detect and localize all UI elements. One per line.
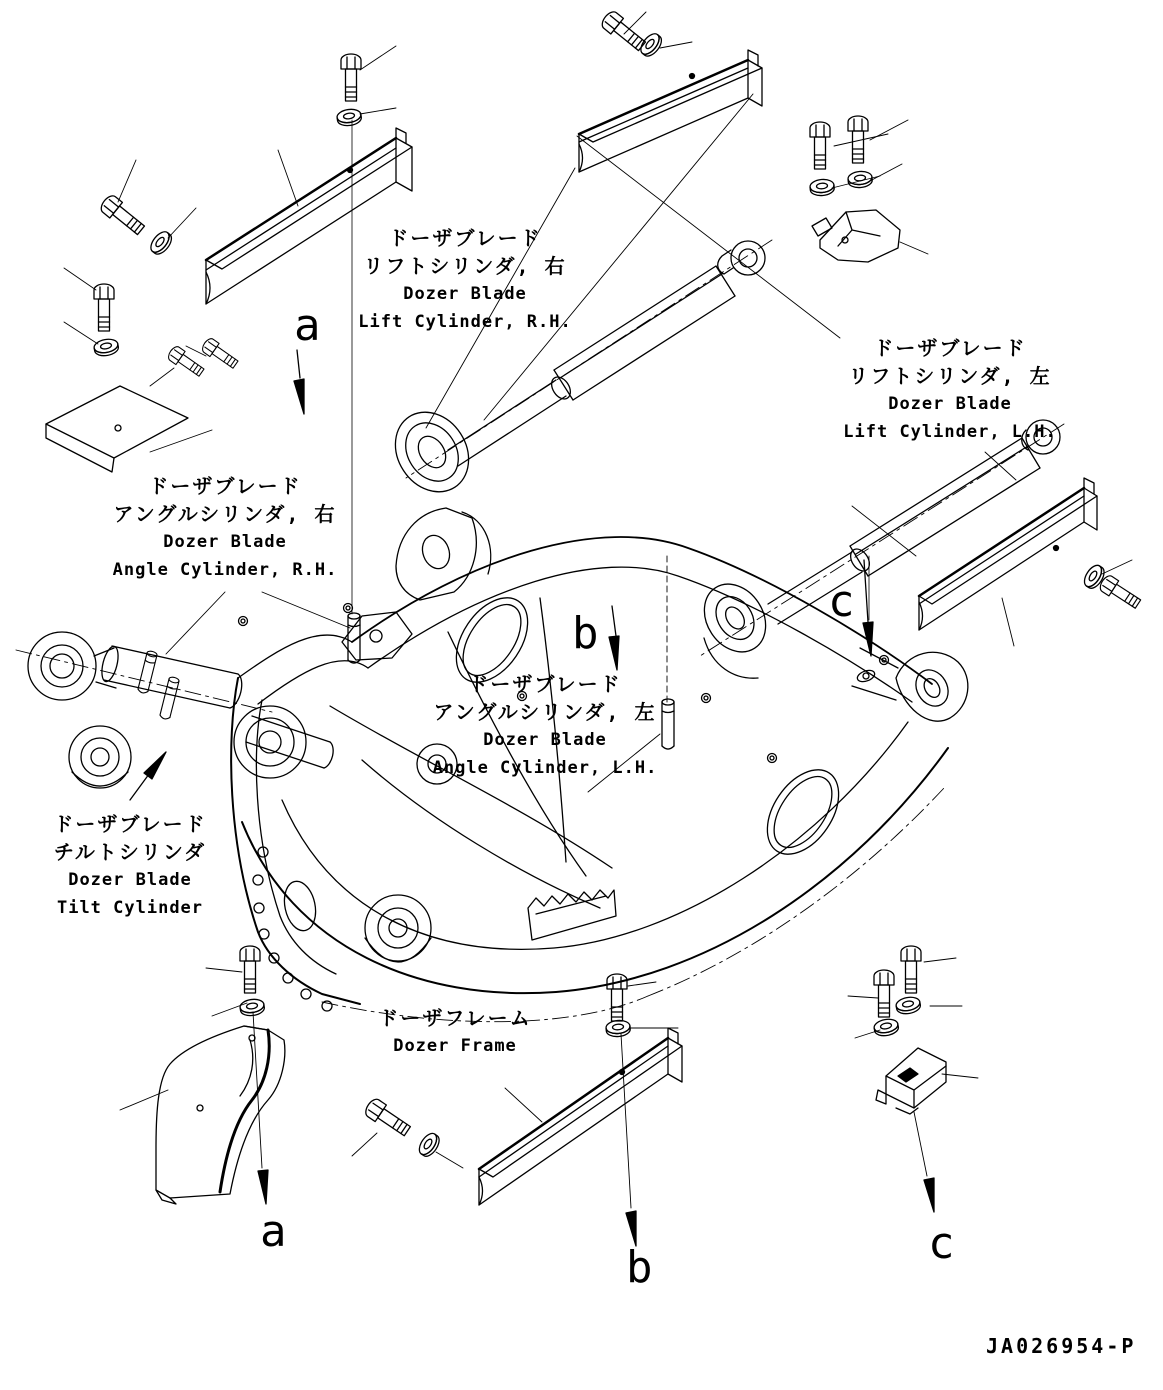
angle-cylinder-rh <box>28 632 242 788</box>
label-lift-lh-jp2: リフトシリンダ, 左 <box>848 364 1052 388</box>
cover-left-plate <box>46 386 188 472</box>
label-angle-rh-en2: Angle Cylinder, R.H. <box>112 560 338 580</box>
label-lift-rh-en2: Lift Cylinder, R.H. <box>358 312 572 332</box>
label-angle-cylinder-rh <box>90 472 360 584</box>
label-lift-rh-jp2: リフトシリンダ, 右 <box>363 254 567 278</box>
section-marker-a-top: a <box>294 300 321 351</box>
drawing-number: JA026954-P <box>986 1334 1137 1358</box>
label-lift-lh-jp1: ドーザブレード <box>873 336 1027 360</box>
label-angle-rh-jp1: ドーザブレード <box>148 474 302 498</box>
label-tilt-jp1: ドーザブレード <box>53 812 207 836</box>
label-dozer-frame <box>355 1004 555 1060</box>
lift-cylinder-lh <box>692 420 1060 678</box>
label-angle-rh-jp2: アングルシリンダ, 右 <box>113 502 337 526</box>
label-lift-rh-jp1: ドーザブレード <box>388 226 542 250</box>
label-lift-lh-en1: Dozer Blade <box>888 394 1012 414</box>
label-angle-rh-en1: Dozer Blade <box>163 532 287 552</box>
cover-right <box>919 478 1097 630</box>
section-marker-c-top: c <box>828 576 855 627</box>
label-angle-cylinder-lh <box>410 670 680 782</box>
label-frame-jp1: ドーザフレーム <box>378 1006 532 1030</box>
label-angle-lh-jp1: ドーザブレード <box>468 672 622 696</box>
label-lift-cylinder-lh <box>795 334 1105 446</box>
bracket-top-right <box>812 210 900 262</box>
label-angle-lh-jp2: アングルシリンダ, 左 <box>433 700 657 724</box>
section-marker-c-bottom: c <box>928 1218 955 1269</box>
label-lift-cylinder-rh <box>340 224 590 336</box>
label-lift-lh-en2: Lift Cylinder, L.H. <box>843 422 1057 442</box>
section-marker-a-bottom: a <box>260 1206 287 1257</box>
label-tilt-en1: Dozer Blade <box>68 870 192 890</box>
label-tilt-jp2: チルトシリンダ <box>53 840 207 864</box>
section-marker-b-bottom: b <box>626 1242 653 1293</box>
bracket-bottom-right <box>876 1048 946 1114</box>
section-marker-b-top: b <box>572 608 599 659</box>
fasteners <box>93 9 1143 1159</box>
label-angle-lh-en2: Angle Cylinder, L.H. <box>432 758 658 778</box>
label-frame-en1: Dozer Frame <box>393 1036 517 1056</box>
label-lift-rh-en1: Dozer Blade <box>403 284 527 304</box>
label-tilt-en2: Tilt Cylinder <box>56 898 204 918</box>
cover-top-center <box>579 50 762 172</box>
label-tilt-cylinder <box>20 810 240 922</box>
label-angle-lh-en1: Dozer Blade <box>483 730 607 750</box>
